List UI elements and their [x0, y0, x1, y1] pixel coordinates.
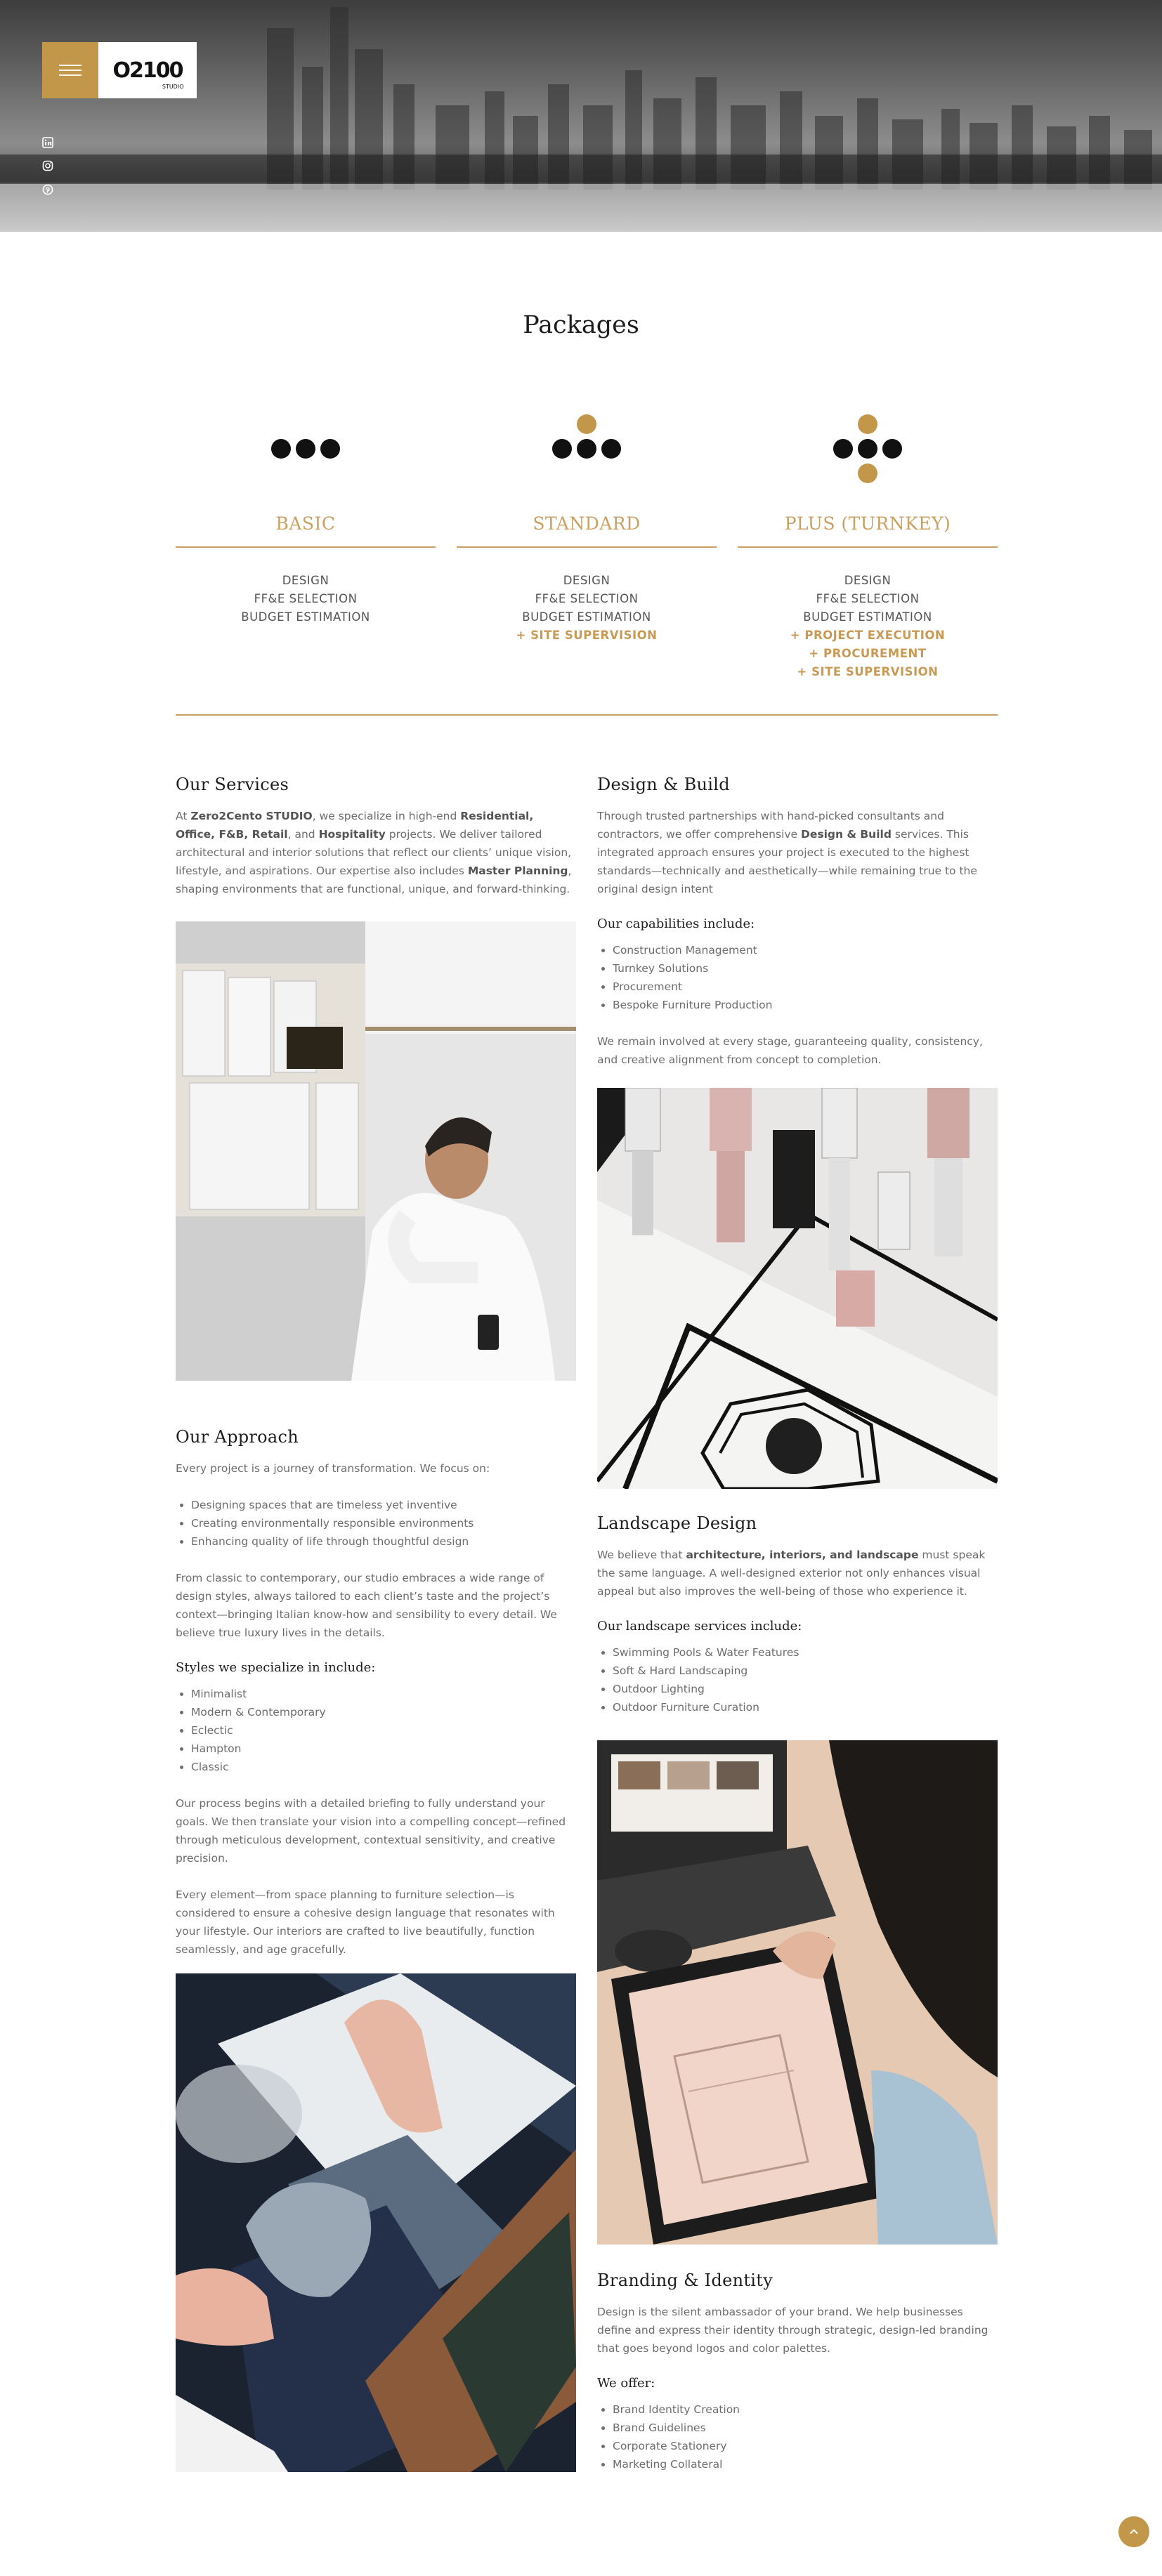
feature-item: FF&E SELECTION [254, 592, 358, 605]
logo-text: O2100 [112, 58, 183, 83]
approach-section [176, 1427, 576, 1977]
landscape-paragraph: We believe that architecture, interiors, and landscape must speak the same language. A well-designed exterior not only enhances visual appeal but also improves the well-being of those who experience it. [597, 1549, 986, 1598]
linkedin-icon[interactable] [42, 137, 56, 151]
list-item: • Brand Guidelines [613, 2419, 998, 2437]
feature-item: DESIGN [282, 574, 329, 587]
list-item: • Outdoor Furniture Curation [613, 1698, 998, 1716]
section-title: Our Approach [176, 1427, 299, 1447]
feature-item: BUDGET ESTIMATION [522, 610, 651, 624]
package-features [176, 572, 436, 626]
package-features [738, 572, 998, 681]
feature-extra: + SITE SUPERVISION [516, 629, 658, 642]
logo-subtext: STUDIO [162, 83, 184, 90]
package-name: STANDARD [533, 513, 641, 534]
landscape-list [597, 1643, 998, 1716]
landscape-section [597, 1513, 998, 1735]
feature-item: FF&E SELECTION [816, 592, 920, 605]
feature-extra: + SITE SUPERVISION [797, 665, 939, 678]
package-plus-turnkey [738, 407, 998, 681]
section-title: Landscape Design [597, 1513, 757, 1533]
feature-extra: + PROJECT EXECUTION [790, 629, 946, 642]
list-item: • Classic [191, 1758, 576, 1776]
branding-paragraph: Design is the silent ambassador of your brand. We help businesses define and express their identity through strategic, design-led branding that goes beyond logos and color palettes. [597, 2306, 988, 2355]
approach-intro: Every project is a journey of transformation. We focus on: [176, 1462, 490, 1475]
approach-paragraph: Our process begins with a detailed briefing to fully understand your goals. We then translate your vision into a compelling concept—refined through meticulous development, contextual sensitivity, and creative precision. [176, 1797, 566, 1865]
list-item: • Turnkey Solutions [613, 959, 998, 978]
divider [176, 714, 998, 716]
city-skyline-image [0, 0, 1162, 232]
back-to-top-button[interactable] [1118, 2516, 1149, 2547]
list-item: • Minimalist [191, 1685, 576, 1703]
services-section [176, 775, 576, 916]
subheading: Our capabilities include: [597, 916, 755, 931]
list-item: • Designing spaces that are timeless yet inventive [191, 1496, 576, 1514]
feature-item: BUDGET ESTIMATION [241, 610, 370, 624]
approach-paragraph: Every element—from space planning to furniture selection—is considered to ensure a cohesive design language that resonates with your lifestyle. Our interiors are crafted to live beautifully, function seamlessly, and age gracefully. [176, 1888, 555, 1956]
branding-section [597, 2271, 998, 2492]
hamburger-icon [59, 65, 81, 66]
pendant-lights-photo [597, 1088, 998, 1489]
feature-item: BUDGET ESTIMATION [803, 610, 932, 624]
section-title: Our Services [176, 775, 289, 794]
list-item: • Creating environmentally responsible environments [191, 1514, 576, 1532]
list-item: • Enhancing quality of life through thoughtful design [191, 1532, 576, 1551]
capabilities-list [597, 941, 998, 1014]
package-dots-icon [457, 407, 717, 485]
package-name: PLUS (TURNKEY) [784, 513, 951, 534]
designer-tablet-photo [597, 1740, 998, 2245]
subheading: We offer: [597, 2376, 655, 2391]
list-item: • Construction Management [613, 941, 998, 959]
section-title: Branding & Identity [597, 2271, 773, 2290]
package-basic [176, 407, 436, 626]
list-item: • Corporate Stationery [613, 2437, 998, 2455]
package-features [457, 572, 717, 645]
section-title: Design & Build [597, 775, 730, 794]
list-item: • Hampton [191, 1740, 576, 1758]
feature-extra: + PROCUREMENT [809, 647, 927, 660]
menu-button[interactable] [42, 42, 98, 98]
feature-item: DESIGN [844, 574, 892, 587]
package-dots-icon [738, 407, 998, 485]
list-item: • Marketing Collateral [613, 2455, 998, 2473]
list-item: • Modern & Contemporary [191, 1703, 576, 1721]
instagram-icon[interactable] [42, 160, 56, 174]
divider [176, 546, 436, 548]
design-build-paragraph: Through trusted partnerships with hand-picked consultants and contractors, we offer comprehensive Design & Build services. This integrated approach ensures your project is executed to the highest standards—technically and aesthetically—while remaining true to the original design intent [597, 810, 977, 895]
divider [738, 546, 998, 548]
hero-banner [0, 0, 1162, 232]
divider [457, 546, 717, 548]
package-standard [457, 407, 717, 645]
branding-list [597, 2400, 998, 2473]
subheading: Styles we specialize in include: [176, 1660, 376, 1675]
package-name: BASIC [275, 513, 336, 534]
services-paragraph: At Zero2Cento STUDIO, we specialize in high-end Residential, Office, F&B, Retail, and Hospitality projects. We deliver tailored architectural and interior solutions that reflect our clients’ unique vision, lifestyle, and aspirations. Our expertise also includes Master Planning, shaping environments that are functional, unique, and forward-thinking. [176, 810, 572, 895]
list-item: • Procurement [613, 978, 998, 996]
list-item: • Soft & Hard Landscaping [613, 1662, 998, 1680]
design-build-closing: We remain involved at every stage, guaranteeing quality, consistency, and creative alignment from concept to completion. [597, 1035, 983, 1066]
subheading: Our landscape services include: [597, 1619, 802, 1634]
chevron-up-icon [1128, 2526, 1140, 2537]
package-dots-icon [176, 407, 436, 485]
logo[interactable] [98, 42, 197, 98]
list-item: • Outdoor Lighting [613, 1680, 998, 1698]
design-build-section [597, 775, 998, 1087]
list-item: • Bespoke Furniture Production [613, 996, 998, 1014]
focus-list [176, 1496, 576, 1551]
material-samples-photo [176, 1973, 576, 2472]
architect-presenting-photo [176, 921, 576, 1381]
pinterest-icon[interactable] [42, 184, 56, 198]
list-item: • Eclectic [191, 1721, 576, 1740]
feature-item: FF&E SELECTION [535, 592, 639, 605]
approach-paragraph: From classic to contemporary, our studio embraces a wide range of design styles, always tailored to each client’s taste and the project’s context—bringing Italian know-how and sensibility to every detail. We believe true luxury lives in the details. [176, 1572, 557, 1639]
packages-title: Packages [523, 311, 639, 339]
feature-item: DESIGN [563, 574, 611, 587]
list-item: • Brand Identity Creation [613, 2400, 998, 2419]
styles-list [176, 1685, 576, 1776]
list-item: • Swimming Pools & Water Features [613, 1643, 998, 1662]
